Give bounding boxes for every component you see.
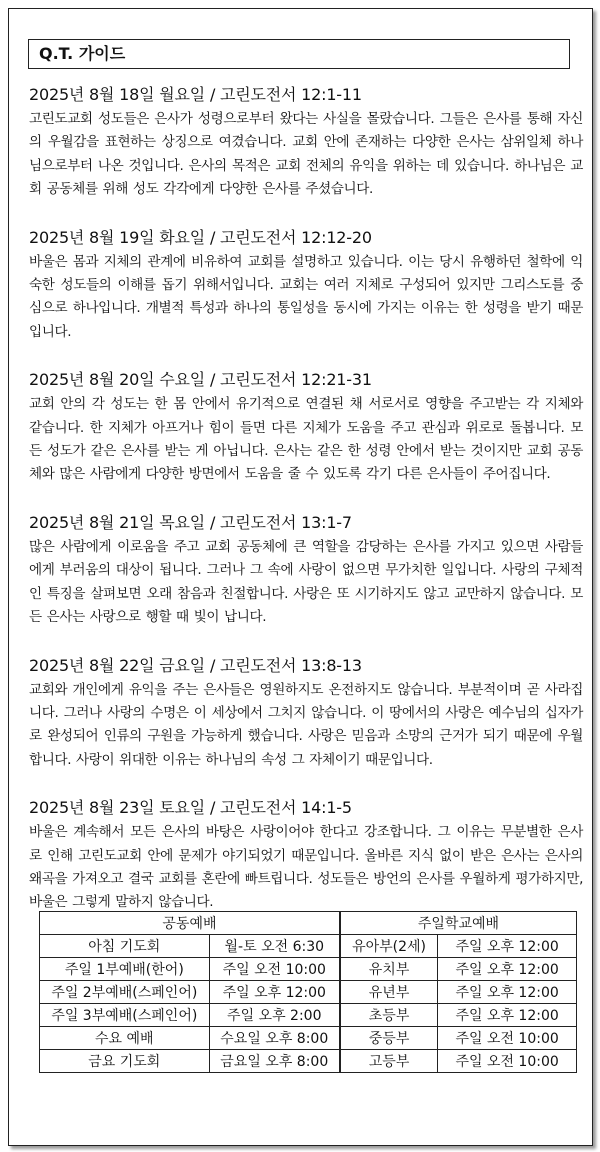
service-name: 주일 3부예배(스페인어) [40,1004,210,1027]
department-time: 주일 오후 12:00 [438,935,577,958]
entry-body: 교회와 개인에게 유익을 주는 은사들은 영원하지도 온전하지도 않습니다. 부분적이며 곧 사라집니다. 그러나 사랑의 수명은 이 세상에서 그치지 않습니다. 이 땅에서의 사랑은 예수님의 십자가로 완성되어 인류의 구원을 가능하게 했습니다. 사랑은 믿음과 소망의 근거가 되기 때문에 우월합니다. 사랑이 위대한 이유는 하나님의 속성 그 자체이기 때문입니다. [29,681,583,768]
department-time: 주일 오전 10:00 [438,1027,577,1050]
service-time: 주일 오후 2:00 [209,1004,340,1027]
service-name: 금요 기도회 [40,1050,210,1073]
department-time: 주일 오전 10:00 [438,1050,577,1073]
service-name: 주일 1부예배(한어) [40,958,210,981]
qt-entry [29,796,583,915]
qt-entry [29,511,583,630]
department-time: 주일 오후 12:00 [438,958,577,981]
table-header-row [40,912,577,935]
department-name: 중등부 [340,1027,438,1050]
qt-entry [29,83,583,202]
department-name: 유년부 [340,981,438,1004]
table-row [40,1050,577,1073]
service-time: 주일 오후 12:00 [209,981,340,1004]
department-time: 주일 오후 12:00 [438,981,577,1004]
entry-heading: 2025년 8월 22일 금요일 / 고린도전서 13:8-13 [29,655,362,675]
entry-heading: 2025년 8월 23일 토요일 / 고린도전서 14:1-5 [29,798,352,818]
entry-body: 바울은 계속해서 모든 은사의 바탕은 사랑이어야 한다고 강조합니다. 그 이유는 무분별한 은사로 인해 고린도교회 안에 문제가 야기되었기 때문입니다. 올바른 지식 없이 받은 은사는 은사의 왜곡을 가져오고 결국 교회를 혼란에 빠트립니다. 성도들은 방언의 은사를 우월하게 평가하지만, 바울은 그렇게 말하지 않습니다. [29,824,583,911]
entry-heading: 2025년 8월 20일 수요일 / 고린도전서 12:21-31 [29,370,372,390]
entry-body: 교회 안의 각 성도는 한 몸 안에서 유기적으로 연결된 채 서로서로 영향을 주고받는 각 지체와 같습니다. 한 지체가 아프거나 힘이 들면 다른 지체가 도움을 주고 관심과 위로로 돌봅니다. 모든 성도가 같은 은사를 받는 게 아닙니다. 은사는 같은 한 성령 안에서 받는 것이지만 교회 공동체와 많은 사람에게 다양한 방면에서 도움을 줄 수 있도록 각기 다른 은사들이 주어집니다. [29,396,583,483]
page-title: Q.T. 가이드 [28,39,570,69]
table-row [40,958,577,981]
service-name: 주일 2부예배(스페인어) [40,981,210,1004]
service-time: 월-토 오전 6:30 [209,935,340,958]
header-worship: 공동예배 [40,912,340,935]
qt-entry [29,368,583,487]
bulletin-page [8,8,593,1146]
service-time: 수요일 오후 8:00 [209,1027,340,1050]
service-time: 주일 오전 10:00 [209,958,340,981]
entry-heading: 2025년 8월 18일 월요일 / 고린도전서 12:1-11 [29,85,362,104]
department-name: 고등부 [340,1050,438,1073]
entry-body: 많은 사람에게 이로움을 주고 교회 공동체에 큰 역할을 감당하는 은사를 가지고 있으면 사람들에게 부러움의 대상이 됩니다. 그러나 그 속에 사랑이 없으면 무가치한 일입니다. 사랑의 구체적인 특징을 살펴보면 오래 참음과 친절합니다. 사랑은 또 시기하지도 않고 교만하지 않습니다. 모든 은사는 사랑으로 행할 때 빛이 납니다. [29,538,583,626]
table-row [40,935,577,958]
table-row [40,981,577,1004]
worship-schedule-table [39,911,577,1073]
service-name: 수요 예배 [40,1027,210,1050]
department-time: 주일 오후 12:00 [438,1004,577,1027]
qt-entry [29,654,583,773]
entry-heading: 2025년 8월 19일 화요일 / 고린도전서 12:12-20 [29,227,372,247]
service-name: 아침 기도회 [40,935,210,958]
qt-entry [29,226,583,345]
department-name: 유아부(2세) [340,935,438,958]
table-row [40,1004,577,1027]
service-time: 금요일 오후 8:00 [209,1050,340,1073]
department-name: 유치부 [340,958,438,981]
table-row [40,1027,577,1050]
department-name: 초등부 [340,1004,438,1027]
qt-entries [29,83,583,939]
entry-heading: 2025년 8월 21일 목요일 / 고린도전서 13:1-7 [29,512,352,532]
entry-body: 고린도교회 성도들은 은사가 성령으로부터 왔다는 사실을 몰랐습니다. 그들은 은사를 통해 자신의 우월감을 표현하는 상징으로 여겼습니다. 교회 안에 존재하는 다양한 은사는 삼위일체 하나님으로부터 나온 것입니다. 은사의 목적은 교회 전체의 유익을 위하는 데 있습니다. 하나님은 교회 공동체를 위해 성도 각각에게 다양한 은사를 주셨습니다. [29,111,583,198]
header-sunday-school: 주일학교예배 [340,912,577,935]
entry-body: 바울은 몸과 지체의 관계에 비유하여 교회를 설명하고 있습니다. 이는 당시 유행하던 철학에 익숙한 성도들의 이해를 돕기 위해서입니다. 교회는 여러 지체로 구성되어 있지만 그리스도를 중심으로 하나입니다. 개별적 특성과 하나의 통일성을 동시에 가지는 이유는 한 성령을 받기 때문입니다. [29,253,583,340]
